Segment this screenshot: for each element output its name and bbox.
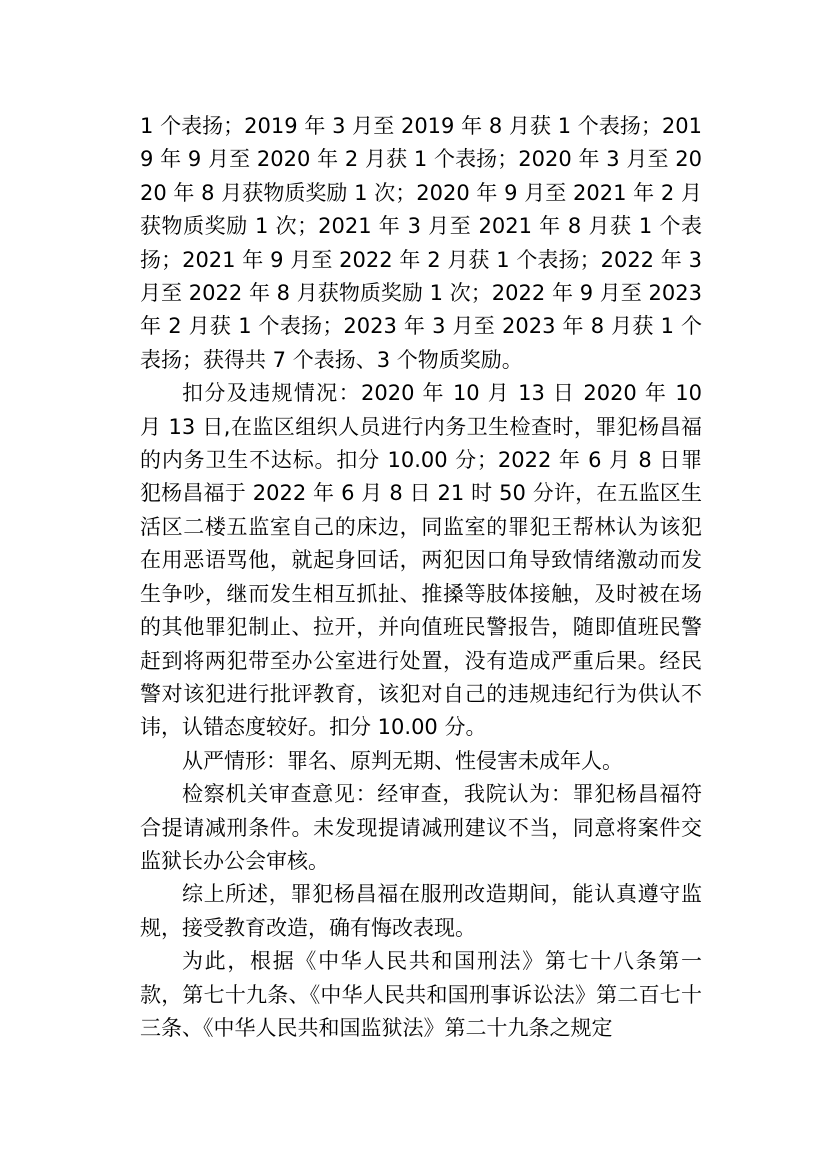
paragraph-deductions-violations: 扣分及违规情况：2020 年 10 月 13 日 2020 年 10 月 13 日,在监区组织人员进行内务卫生检查时，罪犯杨昌福的内务卫生不达标。扣分 10.00 分；2022 年 6 月 8 日罪犯杨昌福于 2022 年 6 月 8 日 21 时 50 分许，在五监区生活区二楼五监室自己的床边，同监室的罪犯王帮林认为该犯在用恶语骂他，就起身回话，两犯因口角导致情绪激动而发生争吵，继而发生相互抓扯、推搡等肢体接触，及时被在场的其他罪犯制止、拉开，并向值班民警报告，随即值班民警赶到将两犯带至办公室进行处置，没有造成严重后果。经民警对该犯进行批评教育，该犯对自己的违规违纪行为供认不讳，认错态度较好。扣分 10.00 分。 xyxy=(140,381,702,740)
document-page xyxy=(140,110,702,1045)
paragraph-procuratorate-opinion: 检察机关审查意见：经审查，我院认为：罪犯杨昌福符合提请减刑条件。未发现提请减刑建议不当，同意将案件交监狱长办公会审核。 xyxy=(140,782,702,873)
paragraph-legal-basis: 为此，根据《中华人民共和国刑法》第七十八条第一款，第七十九条、《中华人民共和国刑事诉讼法》第二百七十三条、《中华人民共和国监狱法》第二十九条之规定 xyxy=(140,949,702,1040)
paragraph-summary: 综上所述，罪犯杨昌福在服刑改造期间，能认真遵守监规，接受教育改造，确有悔改表现。 xyxy=(140,882,702,940)
paragraph-strict-circumstances: 从严情形：罪名、原判无期、性侵害未成年人。 xyxy=(182,748,623,773)
paragraph-commendation-record: 1 个表扬；2019 年 3 月至 2019 年 8 月获 1 个表扬；2019 年 9 月至 2020 年 2 月获 1 个表扬；2020 年 3 月至 2020 年 8 月获物质奖励 1 次；2020 年 9 月至 2021 年 2 月获物质奖励 1 次；2021 年 3 月至 2021 年 8 月获 1 个表扬；2021 年 9 月至 2022 年 2 月获 1 个表扬；2022 年 3 月至 2022 年 8 月获物质奖励 1 次；2022 年 9 月至 2023 年 2 月获 1 个表扬；2023 年 3 月至 2023 年 8 月获 1 个表扬；获得共 7 个表扬、3 个物质奖励。 xyxy=(140,114,702,372)
